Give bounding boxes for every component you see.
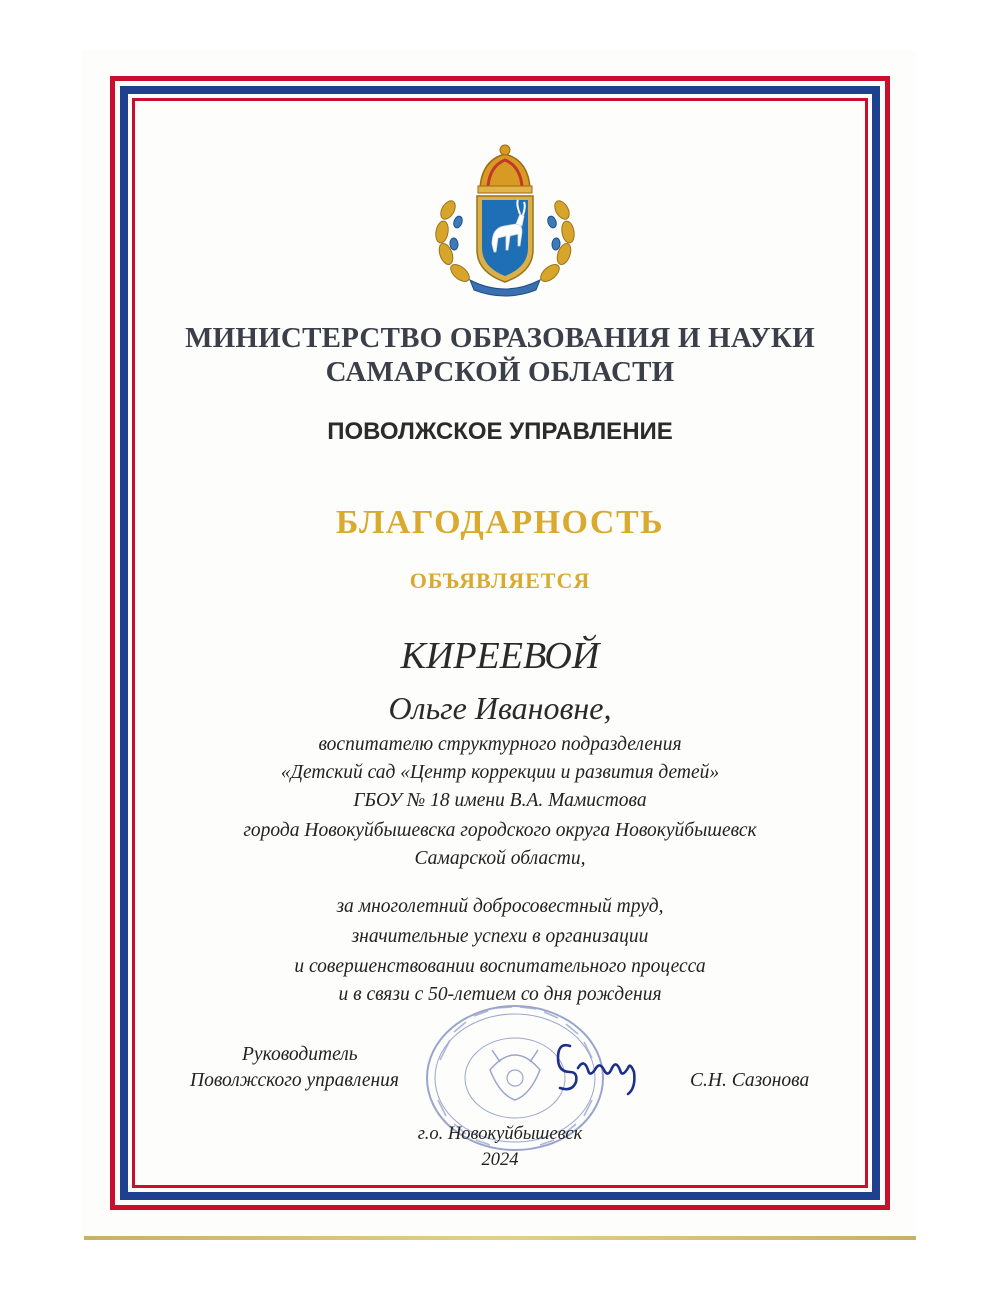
position-line: «Детский сад «Центр коррекции и развития детей» xyxy=(280,762,720,783)
reason-line: и в связи с 50-летием со дня рождения xyxy=(338,984,662,1005)
coat-of-arms-icon xyxy=(430,140,580,300)
reason-line: за многолетний добросовестный труд, xyxy=(336,896,664,917)
gratitude-title: БЛАГОДАРНОСТЬ xyxy=(335,504,665,541)
year: 2024 xyxy=(481,1150,519,1170)
place: г.о. Новокуйбышевск xyxy=(417,1124,583,1144)
reason-line: значительные успехи в организации xyxy=(351,926,649,947)
position-line: воспитателю структурного подразделения xyxy=(318,734,682,755)
signatory-title-line1: Руководитель xyxy=(242,1044,358,1065)
position-line: ГБОУ № 18 имени В.А. Мамистова xyxy=(353,790,647,811)
handwritten-signature-icon xyxy=(548,1038,648,1098)
department-title: ПОВОЛЖСКОЕ УПРАВЛЕНИЕ xyxy=(327,418,673,445)
signatory-name: С.Н. Сазонова xyxy=(690,1070,810,1091)
ministry-title-line1: МИНИСТЕРСТВО ОБРАЗОВАНИЯ И НАУКИ xyxy=(185,322,815,354)
signatory-title-line2: Поволжского управления xyxy=(190,1070,399,1091)
reason-line: и совершенствовании воспитательного процесса xyxy=(294,956,706,977)
position-line: Самарской области, xyxy=(414,848,586,869)
announced-text: ОБЪЯВЛЯЕТСЯ xyxy=(409,568,591,593)
recipient-name: Ольге Ивановне, xyxy=(388,690,612,726)
recipient-surname: КИРЕЕВОЙ xyxy=(400,635,600,677)
bottom-rule xyxy=(84,1236,916,1240)
position-line: города Новокуйбышевска городского округа Новокуйбышевск xyxy=(243,820,757,841)
ministry-title-line2: САМАРСКОЙ ОБЛАСТИ xyxy=(325,356,675,388)
